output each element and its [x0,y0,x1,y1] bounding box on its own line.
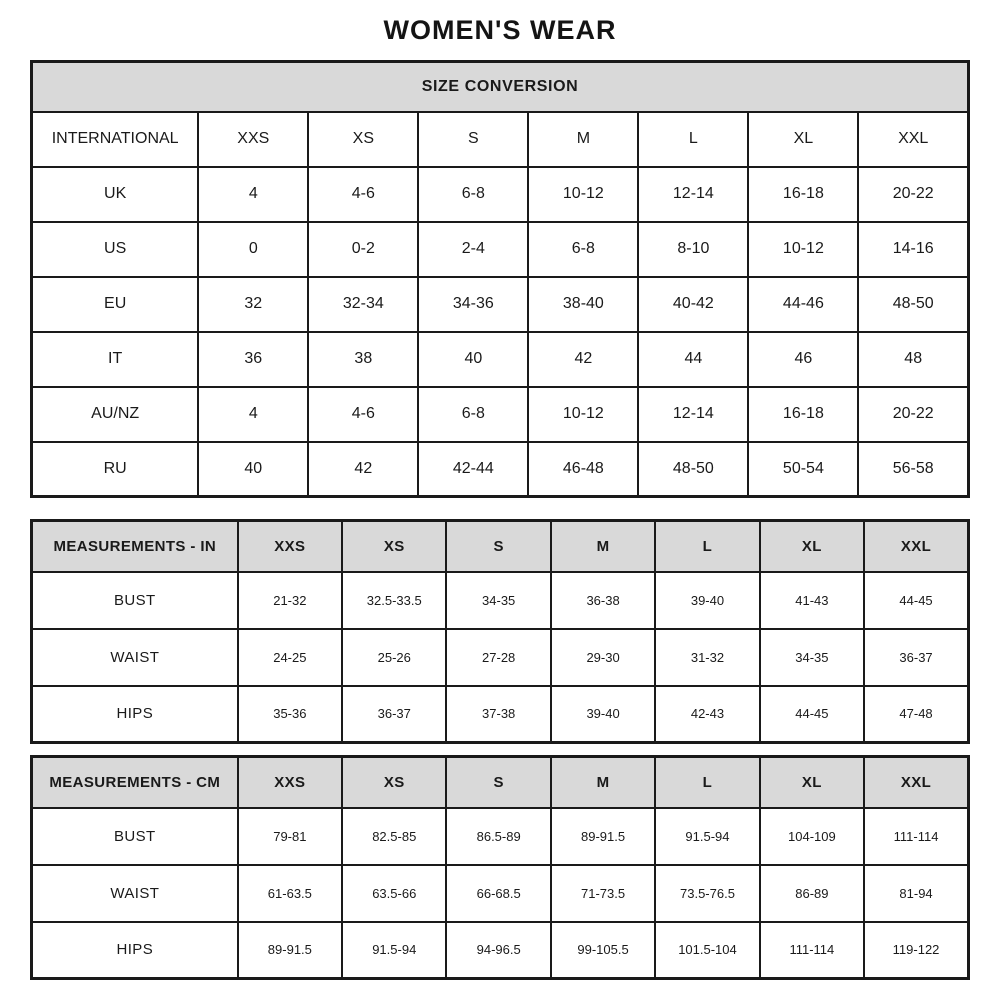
column-header: XXL [864,757,968,808]
size-cell: 12-14 [638,167,748,222]
measurement-cell: 44-45 [760,686,864,743]
size-cell: 20-22 [858,387,968,442]
column-header: XXS [198,112,308,167]
table-row [32,922,969,979]
table-row [32,572,969,629]
measurement-cell: 119-122 [864,922,968,979]
measurement-cell: 89-91.5 [238,922,342,979]
row-label: IT [32,332,199,387]
size-cell: 0-2 [308,222,418,277]
column-header: XS [342,521,446,572]
column-header: XL [760,757,864,808]
row-label: AU/NZ [32,387,199,442]
row-label: BUST [32,808,238,865]
row-label: HIPS [32,922,238,979]
column-header: XXS [238,757,342,808]
row-label: HIPS [32,686,238,743]
measurement-cell: 91.5-94 [655,808,759,865]
measurement-cell: 101.5-104 [655,922,759,979]
size-cell: 4 [198,167,308,222]
measurement-cell: 41-43 [760,572,864,629]
measurement-cell: 27-28 [446,629,550,686]
column-header: XS [308,112,418,167]
page-title: WOMEN'S WEAR [383,15,617,45]
size-cell: 50-54 [748,442,858,497]
column-header: L [638,112,748,167]
table-title: MEASUREMENTS - IN [32,521,238,572]
size-cell: 8-10 [638,222,748,277]
measurement-cell: 63.5-66 [342,865,446,922]
column-header: L [655,521,759,572]
size-cell: 12-14 [638,387,748,442]
size-cell: 56-58 [858,442,968,497]
measurement-cell: 44-45 [864,572,968,629]
measurement-cell: 79-81 [238,808,342,865]
size-cell: 20-22 [858,167,968,222]
size-conversion-banner: SIZE CONVERSION [32,62,969,112]
size-cell: 6-8 [528,222,638,277]
measurement-cell: 86.5-89 [446,808,550,865]
measurements-cm-table [30,755,970,980]
row-label: BUST [32,572,238,629]
measurement-cell: 35-36 [238,686,342,743]
row-label: US [32,222,199,277]
size-cell: 10-12 [748,222,858,277]
size-conversion-header-row [32,112,969,167]
size-cell: 4 [198,387,308,442]
column-header: XS [342,757,446,808]
size-cell: 6-8 [418,387,528,442]
measurement-cell: 82.5-85 [342,808,446,865]
size-cell: 40 [198,442,308,497]
size-cell: 32-34 [308,277,418,332]
column-header: L [655,757,759,808]
size-conversion-banner-row [32,62,969,112]
size-cell: 48-50 [638,442,748,497]
column-header: S [446,757,550,808]
measurement-cell: 36-37 [342,686,446,743]
measurement-cell: 61-63.5 [238,865,342,922]
size-cell: 46-48 [528,442,638,497]
measurement-cell: 111-114 [760,922,864,979]
table-row [32,222,969,277]
measurement-cell: 66-68.5 [446,865,550,922]
row-label: WAIST [32,629,238,686]
column-header: XL [748,112,858,167]
measurement-cell: 36-38 [551,572,655,629]
table-row [32,442,969,497]
table-row [32,387,969,442]
size-cell: 36 [198,332,308,387]
column-header: S [418,112,528,167]
size-cell: 40-42 [638,277,748,332]
size-cell: 16-18 [748,387,858,442]
column-header: M [551,521,655,572]
measurement-cell: 73.5-76.5 [655,865,759,922]
measurement-cell: 21-32 [238,572,342,629]
table-row [32,277,969,332]
measurement-cell: 34-35 [760,629,864,686]
size-cell: 4-6 [308,167,418,222]
measurement-cell: 31-32 [655,629,759,686]
size-cell: 10-12 [528,167,638,222]
table-row [32,808,969,865]
size-cell: 38-40 [528,277,638,332]
column-header: XXL [864,521,968,572]
size-cell: 0 [198,222,308,277]
measurement-cell: 37-38 [446,686,550,743]
table-row [32,686,969,743]
size-cell: 42 [528,332,638,387]
row-label: WAIST [32,865,238,922]
measurement-cell: 94-96.5 [446,922,550,979]
measurement-cell: 39-40 [551,686,655,743]
measurement-cell: 104-109 [760,808,864,865]
table-row [32,167,969,222]
row-label: UK [32,167,199,222]
measurement-cell: 86-89 [760,865,864,922]
size-cell: 48-50 [858,277,968,332]
spacer [30,498,970,508]
measurement-cell: 25-26 [342,629,446,686]
size-cell: 34-36 [418,277,528,332]
measurement-cell: 111-114 [864,808,968,865]
size-cell: 16-18 [748,167,858,222]
size-cell: 6-8 [418,167,528,222]
column-header: XXL [858,112,968,167]
size-cell: 48 [858,332,968,387]
table-title: MEASUREMENTS - CM [32,757,238,808]
measurement-cell: 47-48 [864,686,968,743]
column-header: S [446,521,550,572]
measurement-cell: 42-43 [655,686,759,743]
table-row [32,332,969,387]
size-cell: 32 [198,277,308,332]
size-cell: 42-44 [418,442,528,497]
measurement-cell: 99-105.5 [551,922,655,979]
column-header: XXS [238,521,342,572]
column-header: XL [760,521,864,572]
row-label: EU [32,277,199,332]
measurement-cell: 89-91.5 [551,808,655,865]
measurements-in-table [30,519,970,744]
table-row [32,865,969,922]
measurement-cell: 91.5-94 [342,922,446,979]
size-cell: 46 [748,332,858,387]
measurement-cell: 81-94 [864,865,968,922]
measurement-cell: 29-30 [551,629,655,686]
column-header: INTERNATIONAL [32,112,199,167]
size-conversion-table [30,60,970,498]
measurements-cm-header-row [32,757,969,808]
size-cell: 44 [638,332,748,387]
size-cell: 40 [418,332,528,387]
measurement-cell: 36-37 [864,629,968,686]
row-label: RU [32,442,199,497]
size-cell: 2-4 [418,222,528,277]
column-header: M [528,112,638,167]
measurement-cell: 39-40 [655,572,759,629]
size-cell: 44-46 [748,277,858,332]
table-row [32,629,969,686]
size-cell: 14-16 [858,222,968,277]
size-cell: 42 [308,442,418,497]
measurement-cell: 34-35 [446,572,550,629]
measurements-in-header-row [32,521,969,572]
column-header: M [551,757,655,808]
measurement-cell: 32.5-33.5 [342,572,446,629]
measurement-cell: 71-73.5 [551,865,655,922]
measurement-cell: 24-25 [238,629,342,686]
size-cell: 38 [308,332,418,387]
size-cell: 4-6 [308,387,418,442]
size-cell: 10-12 [528,387,638,442]
